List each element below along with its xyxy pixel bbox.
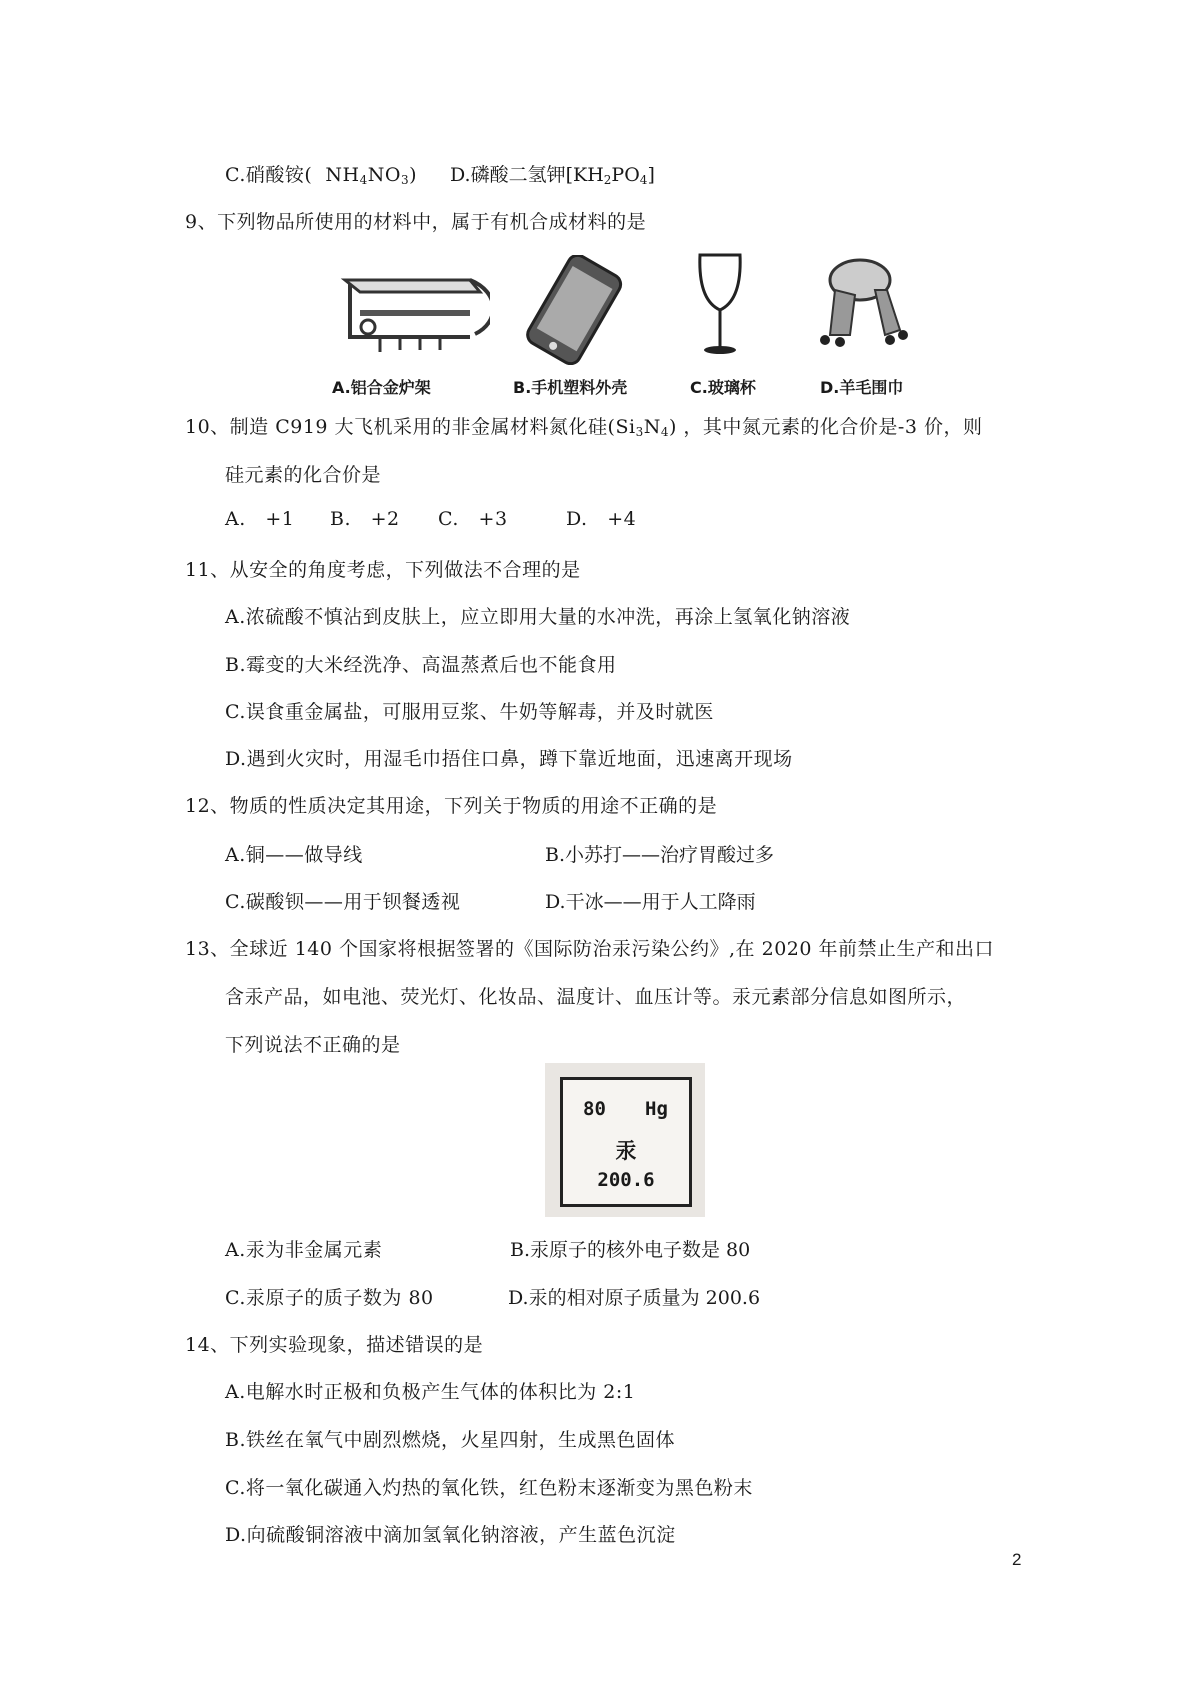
wool-scarf-image xyxy=(805,250,915,360)
q14-stem: 14、下列实验现象，描述错误的是 xyxy=(185,1334,484,1356)
q10-stem-line2: 硅元素的化合价是 xyxy=(225,464,382,486)
q13-stem-line2: 含汞产品，如电池、荧光灯、化妆品、温度计、血压计等。汞元素部分信息如图所示， xyxy=(225,986,967,1008)
element-name: 汞 xyxy=(615,1138,637,1163)
glass-cup-image xyxy=(690,250,750,360)
q10-option-b: B. +2 xyxy=(330,508,400,530)
q11-option-d: D.遇到火灾时，用湿毛巾捂住口鼻，蹲下靠近地面，迅速离开现场 xyxy=(225,748,793,770)
q10-stem-line1: 10、制造 C919 大飞机采用的非金属材料氮化硅$(Si_3N_4)$ ，其中氮元素的化合价是-3 价，则 xyxy=(185,416,983,439)
q13-stem-line1: 13、全球近 140 个国家将根据签署的《国际防治汞污染公约》,在 2020 年前禁止生产和出口 xyxy=(185,938,994,960)
aluminum-rack-image xyxy=(330,262,490,362)
q10-option-c: C. +3 xyxy=(438,508,508,530)
q9-caption-d: D.羊毛围巾 xyxy=(820,378,904,397)
q12-option-a: A.铜——做导线 xyxy=(225,844,363,866)
q14-option-c: C.将一氧化碳通入灼热的氧化铁，红色粉末逐渐变为黑色粉末 xyxy=(225,1477,753,1499)
q12-stem: 12、物质的性质决定其用途，下列关于物质的用途不正确的是 xyxy=(185,795,718,817)
q13-option-c: C.汞原子的质子数为 80 xyxy=(225,1287,434,1309)
mercury-element-card xyxy=(545,1063,705,1217)
q14-option-b: B.铁丝在氧气中剧烈燃烧，火星四射，生成黑色固体 xyxy=(225,1429,676,1451)
q9-caption-c: C.玻璃杯 xyxy=(690,378,756,397)
phone-case-image xyxy=(520,255,630,365)
q11-option-a: A.浓硫酸不慎沾到皮肤上，应立即用大量的水冲洗，再涂上氢氧化钠溶液 xyxy=(225,606,851,628)
q8-option-d: D.磷酸二氢钾$[KH_2PO_4]$ xyxy=(450,164,655,187)
q9-caption-b: B.手机塑料外壳 xyxy=(513,378,628,397)
q13-option-d: D.汞的相对原子质量为 200.6 xyxy=(508,1287,761,1309)
q9-caption-a: A.铝合金炉架 xyxy=(332,378,431,397)
q14-option-d: D.向硫酸铜溶液中滴加氢氧化钠溶液，产生蓝色沉淀 xyxy=(225,1524,676,1546)
atomic-number: 80 xyxy=(583,1098,606,1120)
q13-option-a: A.汞为非金属元素 xyxy=(225,1239,383,1261)
atomic-mass: 200.6 xyxy=(597,1169,655,1191)
q11-option-b: B.霉变的大米经洗净、高温蒸煮后也不能食用 xyxy=(225,654,617,676)
q13-option-b: B.汞原子的核外电子数是 80 xyxy=(510,1239,751,1261)
element-box xyxy=(560,1077,692,1207)
q8-option-c: C.硝酸铵( $NH_4NO_3$) xyxy=(225,164,418,187)
q11-option-c: C.误食重金属盐，可服用豆浆、牛奶等解毒，并及时就医 xyxy=(225,701,714,723)
q10-option-a: A. +1 xyxy=(225,508,295,530)
q11-stem: 11、从安全的角度考虑，下列做法不合理的是 xyxy=(185,559,581,581)
q9-stem: 9、下列物品所使用的材料中，属于有机合成材料的是 xyxy=(185,211,647,233)
q14-option-a: A.电解水时正极和负极产生气体的体积比为 2:1 xyxy=(225,1381,636,1403)
element-symbol: Hg xyxy=(645,1098,668,1120)
q10-option-d: D. +4 xyxy=(566,508,637,530)
q12-option-c: C.碳酸钡——用于钡餐透视 xyxy=(225,891,461,913)
q12-option-b: B.小苏打——治疗胃酸过多 xyxy=(545,844,775,866)
q12-option-d: D.干冰——用于人工降雨 xyxy=(545,891,756,913)
page-number: 2 xyxy=(1012,1550,1022,1569)
q13-stem-line3: 下列说法不正确的是 xyxy=(225,1034,401,1056)
